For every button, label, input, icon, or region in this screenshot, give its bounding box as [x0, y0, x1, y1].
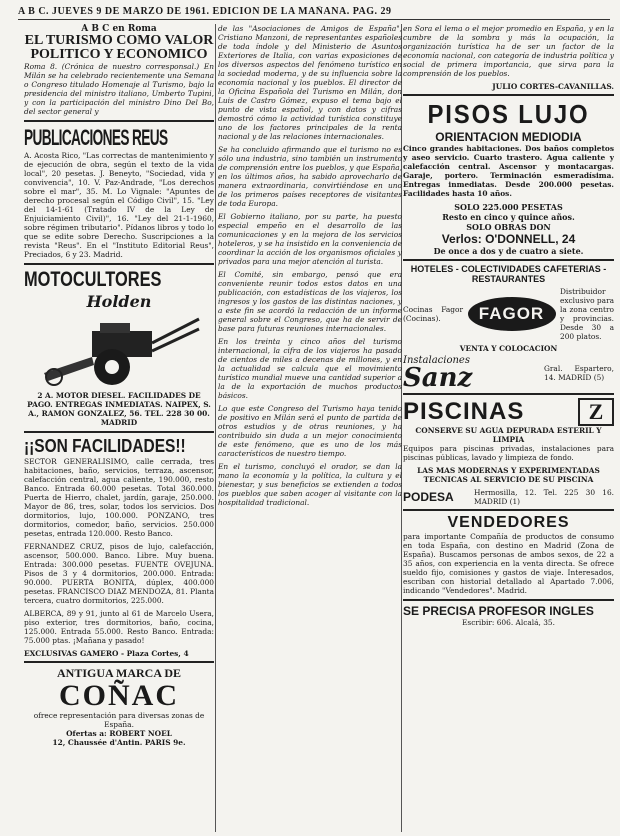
hoteles-heading: HOTELES - COLECTIVIDADES CAFETERIAS - RESTAURANTES	[410, 264, 607, 284]
column-divider	[215, 24, 216, 832]
divider	[403, 599, 614, 601]
piscinas-tecnicas: LAS MAS MODERNAS Y EXPERIMENTADAS TECNICAS AL SERVICIO DE SU PISCINA	[417, 466, 600, 484]
podesa-name: PODESA	[403, 490, 454, 504]
motocultores-title: MOTOCULTORES	[24, 268, 162, 291]
tractor-illustration	[34, 313, 204, 389]
piscinas-slogan: CONSERVE SU AGUA DEPURADA ESTERIL Y LIMPIA	[415, 426, 602, 444]
divider	[403, 259, 614, 261]
page-header: A B C. JUEVES 9 DE MARZO DE 1961. EDICION DE LA MAÑANA. PAG. 29	[18, 6, 610, 20]
sanz-logo: Sanz	[403, 363, 473, 393]
tractor-hub	[105, 360, 119, 374]
column-left	[24, 24, 214, 832]
fagor-ad	[403, 287, 614, 341]
abc-roma-kicker: A B C en Roma	[81, 24, 157, 34]
facilidades-body-3: ALBERCA, 89 y 91, junto al 61 de Marcelo Usera, piso exterior, tres dormitorios, baño, cocina, 125.000. Entrada 55.000. Resto Banco. Entrada: 75.000 ptas. ¡Mañana y pasado!	[24, 609, 214, 645]
antigua-marca: ANTIGUA MARCA DE	[56, 666, 181, 680]
pisos-obras: SOLO OBRAS DON	[466, 222, 551, 232]
podesa-row	[403, 488, 614, 506]
pisos-lujo-title: PISOS LUJO	[427, 99, 590, 129]
pisos-hours: De once a dos y de cuatro a siete.	[433, 246, 584, 256]
fagor-logo: FAGOR	[468, 297, 556, 331]
divider	[403, 94, 614, 96]
pisos-orientacion: ORIENTACION MEDIODIA	[435, 130, 582, 144]
divider	[403, 393, 614, 395]
podesa-address: Hermosilla, 12. Tel. 225 30 16. MADRID (1)	[474, 488, 614, 506]
divider	[24, 120, 214, 122]
profesor-ingles-address: Escribir: 606. Alcalá, 35.	[462, 618, 555, 627]
facilidades-title: ¡¡SON FACILIDADES!!	[24, 436, 186, 456]
article-paragraph: de las "Asociaciones de Amigos de España", Cristiano Manzoni, de representantes españoles de toda índole y del Ministerio de Asuntos Exteriores de Italia, con varias exposiciones de los diversos aspectos del fenómeno turístico en la sociedad moderna, y de su influencia sobre la economía nacional y los pueblos. El director de la Oficina Española del Turismo en Milán, don Luis de Castro Gómez, expuso el tema bajo el punto de vista español, y con datos y cifras demostró cómo la actividad turística constituye uno de los factores principales de la renta nacional y de las relaciones internacionales.	[218, 24, 402, 141]
article-continuation: en Sora el lema o el mejor promedio en España, y en la cumbre de la sombra y más la ocupación, la organización turística ha de ser un factor de la economía nacional, con categoría de industria política y social de primera importancia, que sirva para la comprensión de los pueblos.	[403, 24, 614, 78]
conac-address: 12, Chaussée d'Antin. PARIS 9e.	[52, 738, 186, 747]
vendedores-title: VENDEDORES	[447, 514, 570, 531]
article-paragraph: El Gobierno italiano, por su parte, ha puesto especial empeño en el desarrollo de las comunicaciones y en la mejora de los servicios hoteleros, y se ha insistido en la conveniencia de coordinar la acción de los organismos oficiales y privados para una mejor atención al turista.	[218, 212, 402, 266]
pisos-address: Verlos: O'DONNELL, 24	[441, 232, 576, 246]
facilidades-body-1: SECTOR GENERALISIMO, calle cerrada, tres habitaciones, baño, servicios, terraza, ascensor, calefacción central, agua caliente, 190.000, resto Banco. Entrada 60.000 pesetas. Total 360.000. Puerta de Hierro, chalet, jardín, garaje, 250.000. Mayor de 86, tres, solar, todos los servicios. Dos dormitorios, lujo, 100.000. PONZANO, tres dormitorios, comedor, baño, servicios. 250.000 pesetas, entrada 120.000. Resto Banco.	[24, 457, 214, 538]
piscinas-logo: Z	[578, 398, 614, 426]
divider	[403, 509, 614, 511]
article-paragraph: En los treinta y cinco años del turismo internacional, la cifra de los viajeros ha pasado de cientos de miles a decenas de millones, y en la actualidad se calcula que el movimiento turístico mundial mueve una cantidad superior a la de la exportación de muchos productos básicos.	[218, 337, 402, 400]
vendedores-body: para importante Compañía de productos de consumo en toda España, con destino en Madrid (Zona de España). Buscamos personas de ambos sexos, de 22 a 35 años, con experiencia en la venta directa. Se ofrece sueldo fijo, comisiones y gastos de viaje. Interesados, escriban con historial detallado al Apartado 7.006, indicando "Vendedores". Madrid.	[403, 532, 614, 595]
divider	[24, 431, 214, 433]
article-paragraph: Se ha concluido afirmando que el turismo no es sólo una industria, sino también un instrumento de comprensión entre los pueblos, y que España, en los últimos años, ha sabido aprovecharlo de manera extraordinaria, convirtiéndose en uno de los primeros países receptores de visitantes de toda Europa.	[218, 145, 402, 208]
article-signature: JULIO CORTES-CAVANILLAS.	[492, 82, 614, 91]
sanz-instalaciones: Instalaciones	[403, 355, 470, 366]
divider	[24, 263, 214, 265]
pisos-body: Cinco grandes habitaciones. Dos baños completos y aseo servicio. Cuarto trastero. Agua caliente y calefacción central. Ascensor y montacargas. Garaje, portero. Terminación esmeradísima. Entregas inmediatas. Desde 200.000 pesetas. Facilidades hasta 10 años.	[403, 144, 614, 198]
sanz-address: Gral. Espartero, 14. MADRID (5)	[544, 363, 614, 382]
fagor-left-text: Cocinas Fagor (Cocinas).	[403, 305, 463, 323]
column-right	[403, 24, 614, 832]
column-center	[218, 24, 402, 832]
venta-colocacion: VENTA Y COLOCACION	[459, 344, 558, 353]
pisos-price: SOLO 225.000 PESETAS	[454, 202, 563, 212]
piscinas-title: PISCINAS	[403, 398, 525, 425]
piscinas-header	[403, 398, 614, 426]
divider	[24, 661, 214, 663]
turismo-article-start: Roma 8. (Crónica de nuestro corresponsal.) En Milán se ha celebrado recientemente una Semana o Congreso titulado Homenaje al Turismo, bajo la presidencia del ministro italiano, Umberto Tupini, y con la participación del ministro Dino Del Bo, del sector general y	[24, 62, 214, 116]
facilidades-body-2: FERNANDEZ CRUZ, pisos de lujo, calefacción, ascensor, 500.000. Banco. Libre. Muy buena. Entrada: 300.000 pesetas. FUENTE OVEJUNA. Pisos de 3 y 4 dormitorios, 200.000. Entrada: 90.000. PUERTA BONITA, dúplex, 400.000 pesetas. FRANCISCO DIAZ MENDOZA, 81. Planta tercera, cuatro dormitorios, 225.000.	[24, 542, 214, 605]
sanz-ad	[403, 355, 614, 393]
holden-brand: Holden	[86, 292, 152, 311]
piscinas-body: Equipos para piscinas privadas, instalaciones para piscinas públicas, lavado y limpieza de fondo.	[403, 444, 614, 462]
article-paragraph: El Comité, sin embargo, pensó que era conveniente reunir todos estos datos en una publicación, con estadísticas de los viajeros, los ingresos y los gastos de las distintas naciones, y a este fin se acordó la redacción de un informe general sobre el Congreso, que ha de servir de base para futuras reuniones internacionales.	[218, 270, 402, 333]
conac-body: ofrece representación para diversas zonas de España.	[33, 711, 205, 729]
article-paragraph: En el turismo, concluyó el orador, se dan la mano la economía y la política, la cultura y el bienestar, y sus beneficios se extienden a todos los pueblos que saben acoger al visitante con la hospitalidad tradicional.	[218, 462, 402, 507]
motocultores-body: 2 A. MOTOR DIESEL. FACILIDADES DE PAGO. ENTREGAS INMEDIATAS. NAIPEX, S. A., RAMON GONZALEZ, 56. TEL. 228 30 00. MADRID	[27, 391, 211, 427]
publicaciones-reus-body: A. Acosta Rico, "Las correctas de mantenimiento y de ejecución de obra, según el texto de la vida local", 20 pesetas. J. Beneyto, "Sociedad, vida y convivencia", 10. V. Paz-Andrade, "Los derechos sobre el mar", 35. M. Lo Vignale: "Apuntes de derecho procesal según el Código Civil", 15. "Ley del 14-1-61 (Tratado IV de la Ley de Enjuiciamiento Civil)", 16. "Ley del 21-1-1960, sobre régimen tributario". Pídanos libros y todo lo que se edite sobre Derecho. Suscripciones a la revista "Reus". En el "Instituto Editorial Reus", Preciados, 6 y 23. Madrid.	[24, 151, 214, 259]
turismo-headline: EL TURISMO COMO VALOR POLITICO Y ECONOMICO	[24, 33, 214, 62]
sanz-logo-group	[403, 355, 473, 393]
pisos-resto: Resto en cinco y quince años.	[442, 212, 575, 222]
profesor-ingles-title: SE PRECISA PROFESOR INGLES	[403, 604, 594, 618]
fagor-info: Distribuidor exclusivo para la zona centro y provincias. Desde 30 a 200 platos.	[560, 287, 614, 341]
conac-title: COÑAC	[59, 679, 179, 712]
article-paragraph: Lo que este Congreso del Turismo haya tenido de positivo en Milán será el punto de partida de otros estudios y de otras reuniones, y ha contribuido sin duda a un mejor conocimiento de este fenómeno, que es uno de los más característicos de nuestro tiempo.	[218, 404, 402, 458]
facilidades-contact: EXCLUSIVAS GAMERO - Plaza Cortes, 4	[24, 649, 189, 658]
conac-contact: Ofertas a: ROBERT NOEL	[66, 729, 172, 738]
tractor-tank	[100, 323, 130, 333]
publicaciones-reus-title: PUBLICACIONES REUS	[24, 125, 168, 150]
